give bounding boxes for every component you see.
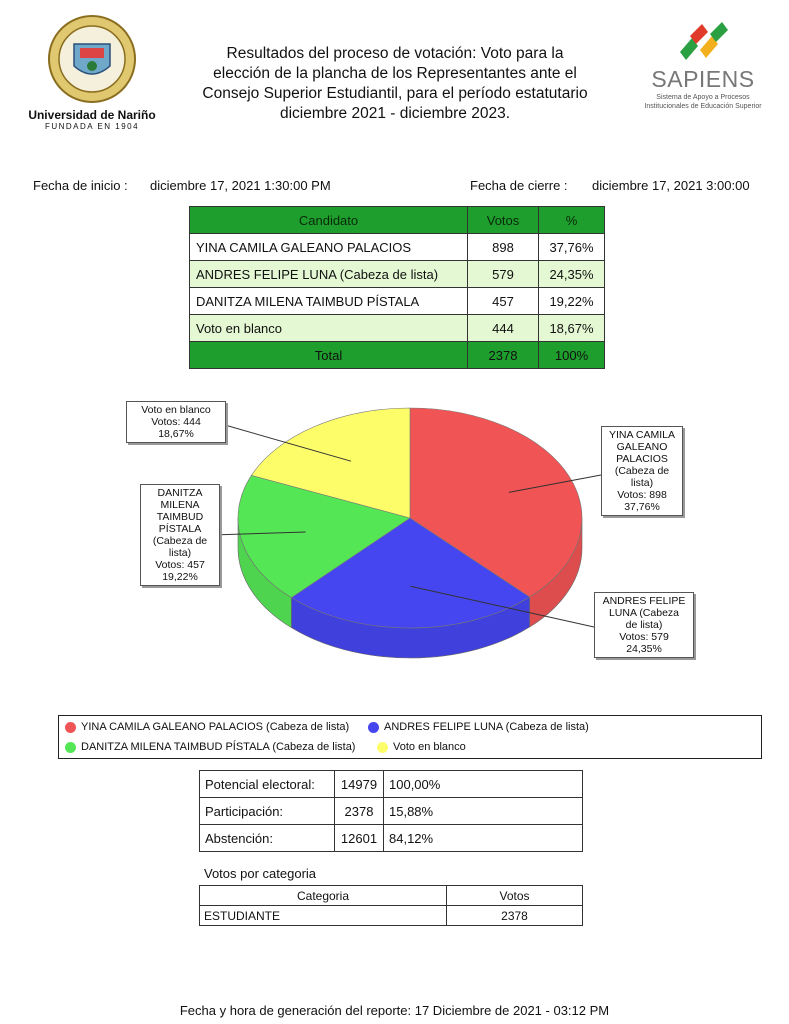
- stats-percent: 84,12%: [384, 825, 583, 852]
- legend-item: [65, 741, 355, 753]
- chart-legend: [58, 715, 762, 759]
- callout-line: ANDRES FELIPE: [602, 595, 686, 607]
- header-votos: Votos: [468, 207, 539, 234]
- total-row: [190, 342, 605, 369]
- callout-line: PALACIOS: [616, 453, 668, 465]
- category-title: Votos por categoria: [204, 866, 317, 881]
- header-candidato: Candidato: [190, 207, 468, 234]
- callout-line: DANITZA: [157, 487, 203, 499]
- sapiens-mark-icon: [676, 22, 730, 66]
- category-table: [199, 885, 583, 926]
- end-date-label: Fecha de cierre :: [470, 178, 568, 193]
- legend-item: [377, 741, 466, 753]
- callout-line: 24,35%: [626, 643, 662, 655]
- callout-line: Votos: 898: [617, 489, 667, 501]
- callout-line: lista): [630, 477, 654, 489]
- cell-votes: 579: [468, 261, 539, 288]
- cell-total-percent: 100%: [539, 342, 605, 369]
- report-title: Resultados del proceso de votación: Voto para la elección de la plancha de los Representantes ante el Consejo Superior Estudiantil, para el período estatutario diciembre 2021 - diciembre 2023.: [202, 45, 588, 122]
- legend-dot: [377, 742, 388, 753]
- callout-blanco: [126, 401, 226, 443]
- category-header-row: [200, 886, 583, 906]
- results-table: [189, 206, 605, 369]
- callout-line: GALEANO: [616, 441, 668, 453]
- stats-value: 2378: [335, 798, 384, 825]
- stats-percent: 100,00%: [384, 771, 583, 798]
- callout-line: TAIMBUD: [156, 511, 204, 523]
- sapiens-subtitle-1: Sistema de Apoyo a Procesos: [656, 94, 750, 101]
- cell-category-votes: 2378: [447, 906, 583, 926]
- callout-line: de lista): [625, 619, 663, 631]
- callout-line: 37,76%: [624, 501, 660, 513]
- callout-line: YINA CAMILA: [609, 429, 675, 441]
- table-row: [200, 906, 583, 926]
- cell-percent: 24,35%: [539, 261, 605, 288]
- legend-dot: [65, 742, 76, 753]
- cell-candidate: YINA CAMILA GALEANO PALACIOS: [190, 234, 468, 261]
- callout-line: Votos: 457: [155, 559, 205, 571]
- stats-percent: 15,88%: [384, 798, 583, 825]
- legend-dot: [65, 722, 76, 733]
- start-date-value: diciembre 17, 2021 1:30:00 PM: [150, 178, 331, 193]
- cell-total-label: Total: [190, 342, 468, 369]
- callout-line: Votos: 579: [619, 631, 669, 643]
- legend-item: [65, 721, 349, 733]
- callout-line: 19,22%: [162, 571, 198, 583]
- header-percent: %: [539, 207, 605, 234]
- callout-danitza: [140, 484, 220, 586]
- callout-line: (Cabeza de: [614, 465, 670, 477]
- callout-andres: [594, 592, 694, 658]
- callout-line: LUNA (Cabeza: [608, 607, 680, 619]
- callout-line: Votos: 444: [151, 416, 201, 428]
- callout-line: PÍSTALA: [158, 523, 202, 535]
- university-tagline: FUNDADA EN 1904: [44, 122, 140, 131]
- header-cat-votos: Votos: [447, 886, 583, 906]
- start-date-label: Fecha de inicio :: [33, 178, 128, 193]
- results-header-row: [190, 207, 605, 234]
- callout-line: MILENA: [160, 499, 200, 511]
- legend-item: [368, 721, 589, 733]
- cell-total-votes: 2378: [468, 342, 539, 369]
- table-row: [190, 288, 605, 315]
- university-seal-icon: [47, 14, 137, 104]
- legend-dot: [368, 722, 379, 733]
- stats-value: 14979: [335, 771, 384, 798]
- stats-label: Potencial electoral:: [200, 771, 335, 798]
- sapiens-name: SAPIENS: [651, 66, 755, 92]
- university-name: Universidad de Nariño: [28, 108, 156, 122]
- legend-label: ANDRES FELIPE LUNA (Cabeza de lista): [384, 721, 589, 733]
- callout-line: lista): [168, 547, 192, 559]
- table-row: [190, 315, 605, 342]
- cell-votes: 444: [468, 315, 539, 342]
- cell-votes: 457: [468, 288, 539, 315]
- cell-percent: 37,76%: [539, 234, 605, 261]
- university-logo: [28, 14, 156, 131]
- stats-table: [199, 770, 583, 852]
- header-categoria: Categoria: [200, 886, 447, 906]
- cell-candidate: DANITZA MILENA TAIMBUD PÍSTALA: [190, 288, 468, 315]
- table-row: [190, 234, 605, 261]
- legend-label: YINA CAMILA GALEANO PALACIOS (Cabeza de lista): [81, 721, 350, 733]
- sapiens-logo: [636, 22, 770, 111]
- callout-line: (Cabeza de: [152, 535, 208, 547]
- cell-percent: 18,67%: [539, 315, 605, 342]
- legend-label: Voto en blanco: [393, 741, 466, 753]
- report-footer: Fecha y hora de generación del reporte: 17 Diciembre de 2021 - 03:12 PM: [179, 1003, 610, 1018]
- table-row: [190, 261, 605, 288]
- stats-row: [200, 798, 583, 825]
- sapiens-subtitle-2: Institucionales de Educación Superior: [644, 103, 762, 110]
- stats-value: 12601: [335, 825, 384, 852]
- cell-votes: 898: [468, 234, 539, 261]
- legend-label: DANITZA MILENA TAIMBUD PÍSTALA (Cabeza de lista): [81, 741, 356, 753]
- cell-candidate: Voto en blanco: [190, 315, 468, 342]
- stats-row: [200, 771, 583, 798]
- callout-line: Voto en blanco: [141, 404, 211, 416]
- stats-label: Abstención:: [200, 825, 335, 852]
- end-date-value: diciembre 17, 2021 3:00:00: [592, 178, 750, 193]
- cell-category: ESTUDIANTE: [200, 906, 447, 926]
- cell-percent: 19,22%: [539, 288, 605, 315]
- callout-yina: [601, 426, 683, 516]
- callout-line: 18,67%: [158, 428, 194, 440]
- stats-row: [200, 825, 583, 852]
- stats-label: Participación:: [200, 798, 335, 825]
- cell-candidate: ANDRES FELIPE LUNA (Cabeza de lista): [190, 261, 468, 288]
